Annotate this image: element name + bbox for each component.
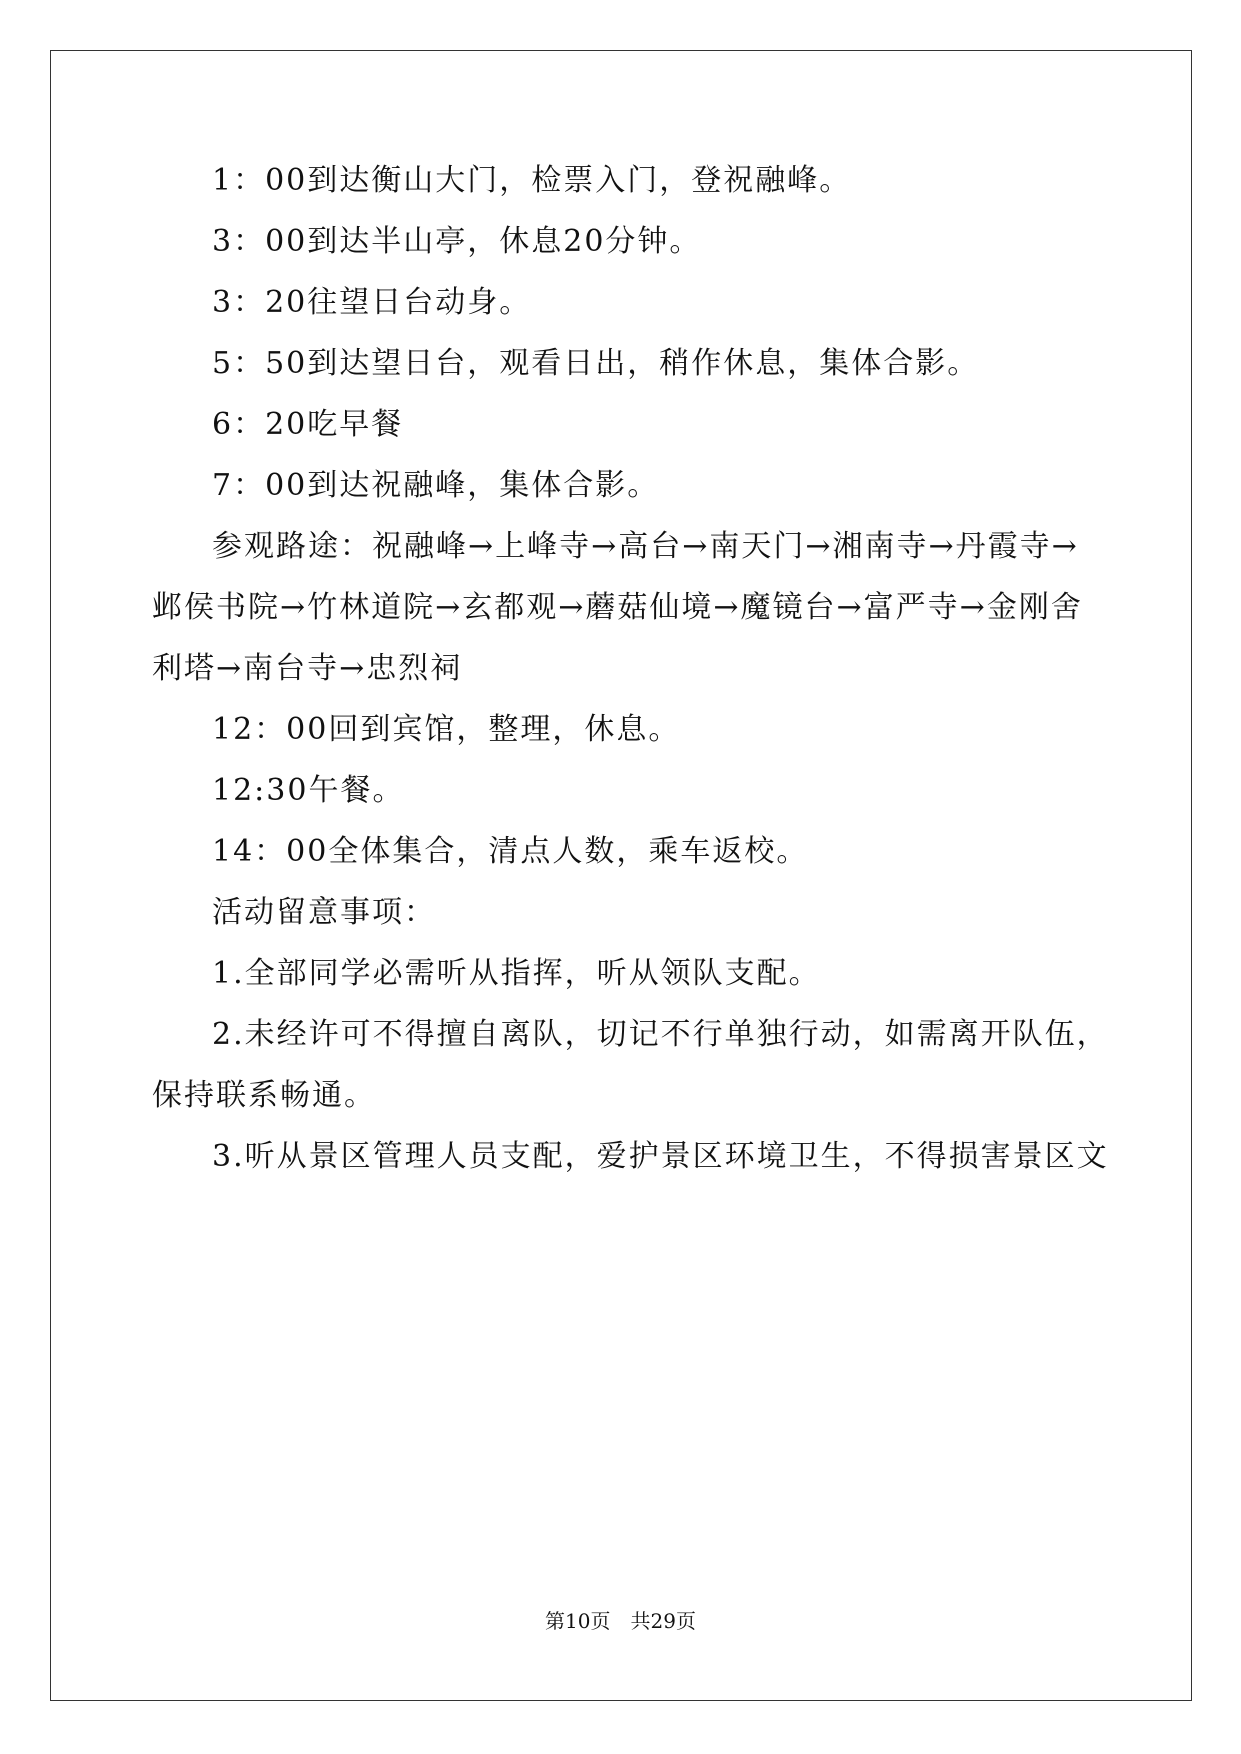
text-line: 12：00回到宾馆，整理，休息。 [212, 712, 681, 747]
text-line: 邺侯书院→竹林道院→玄都观→蘑菇仙境→魔镜台→富严寺→金刚舍 [152, 590, 1083, 625]
text-line: 1：00到达衡山大门，检票入门，登祝融峰。 [212, 163, 852, 198]
text-line: 活动留意事项： [212, 895, 436, 930]
text-line: 3：00到达半山亭，休息20分钟。 [212, 224, 702, 259]
text-line: 12:30午餐。 [212, 773, 405, 808]
text-line: 3：20往望日台动身。 [212, 285, 532, 320]
text-line: 7：00到达祝融峰，集体合影。 [212, 468, 660, 503]
text-line: 14：00全体集合，清点人数，乘车返校。 [212, 834, 809, 869]
text-line: 1.全部同学必需听从指挥，听从领队支配。 [212, 956, 821, 991]
text-line: 参观路途：祝融峰→上峰寺→高台→南天门→湘南寺→丹霞寺→ [212, 529, 1079, 564]
text-line: 利塔→南台寺→忠烈祠 [152, 651, 463, 686]
page-footer: 第10页 共29页 [545, 1609, 696, 1633]
text-line: 6：20吃早餐 [212, 407, 404, 442]
document-body [152, 150, 1109, 1187]
text-line: 2.未经许可不得擅自离队，切记不行单独行动，如需离开队伍， [212, 1017, 1109, 1052]
text-line: 保持联系畅通。 [152, 1078, 376, 1113]
text-line: 5：50到达望日台，观看日出，稍作休息，集体合影。 [212, 346, 980, 381]
text-line: 3.听从景区管理人员支配，爱护景区环境卫生，不得损害景区文 [212, 1139, 1109, 1174]
